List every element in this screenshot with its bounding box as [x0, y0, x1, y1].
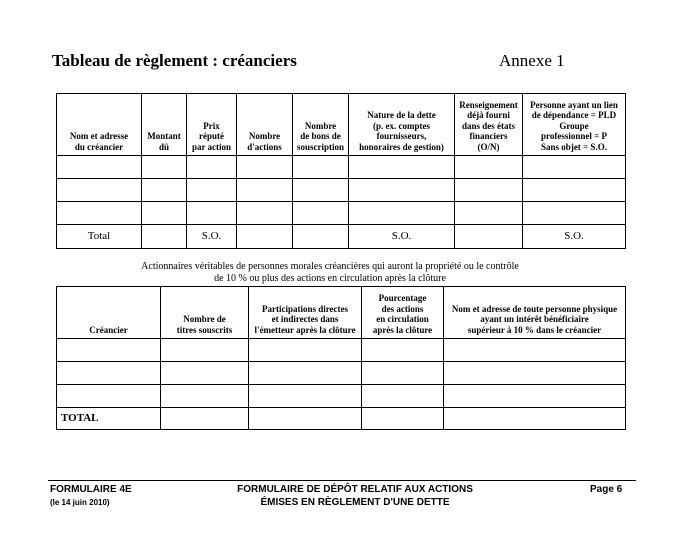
shareholders-table	[56, 286, 626, 430]
footer-date: (le 14 juin 2010)	[50, 498, 110, 507]
footer-divider	[48, 480, 636, 481]
table-row	[57, 385, 626, 408]
total-row	[57, 225, 626, 249]
creditors-table	[56, 93, 626, 249]
col-header-amount-due: Montant dû	[142, 94, 187, 156]
col-header-relationship: Personne ayant un lien de dépendance = PLD Groupe professionnel = P Sans objet = S.O.	[523, 94, 626, 156]
page-title: Tableau de règlement : créanciers	[52, 51, 297, 70]
shareholders-caption: Actionnaires véritables de personnes morales créancières qui auront la propriété ou le contrôle de 10 % ou plus des actions en circulation après la clôture	[141, 261, 519, 284]
total-relationship-na: S.O.	[523, 225, 626, 249]
table-header-row	[57, 94, 626, 156]
footer-form-number: FORMULAIRE 4E	[50, 484, 132, 495]
total-row	[57, 408, 626, 430]
col-header-holdings: Participations directes et indirectes dans l'émetteur après la clôture	[249, 287, 362, 339]
col-header-creditor: Créancier	[57, 287, 161, 339]
table-row	[57, 156, 626, 179]
total-nature-na: S.O.	[349, 225, 455, 249]
col-header-debt-nature: Nature de la dette (p. ex. comptes fournisseurs, honoraires de gestion)	[349, 94, 455, 156]
col-header-already-disclosed: Renseignement déjà fourni dans des états financiers (O/N)	[455, 94, 523, 156]
col-header-deemed-price: Prix réputé par action	[187, 94, 237, 156]
table-header-row	[57, 287, 626, 339]
col-header-creditor: Nom et adresse du créancier	[57, 94, 142, 156]
col-header-warrant-count: Nombre de bons de souscription	[293, 94, 349, 156]
total-label: TOTAL	[57, 408, 161, 430]
col-header-securities-subscribed: Nombre de titres souscrits	[161, 287, 249, 339]
footer-form-title-line2: ÉMISES EN RÈGLEMENT D'UNE DETTE	[260, 497, 450, 508]
total-price-na: S.O.	[187, 225, 237, 249]
col-header-beneficial-owner: Nom et adresse de toute personne physique ayant un intérêt bénéficiaire supérieur à 10 % dans le créancier	[444, 287, 626, 339]
table-row	[57, 179, 626, 202]
col-header-percentage: Pourcentage des actions en circulation après la clôture	[362, 287, 444, 339]
total-label: Total	[57, 225, 142, 249]
table-row	[57, 202, 626, 225]
footer-form-title-line1: FORMULAIRE DE DÉPÔT RELATIF AUX ACTIONS	[237, 484, 473, 495]
annex-label: Annexe 1	[499, 51, 565, 70]
table-row	[57, 362, 626, 385]
table-row	[57, 339, 626, 362]
footer-page-number: Page 6	[590, 484, 623, 495]
col-header-share-count: Nombre d'actions	[237, 94, 293, 156]
